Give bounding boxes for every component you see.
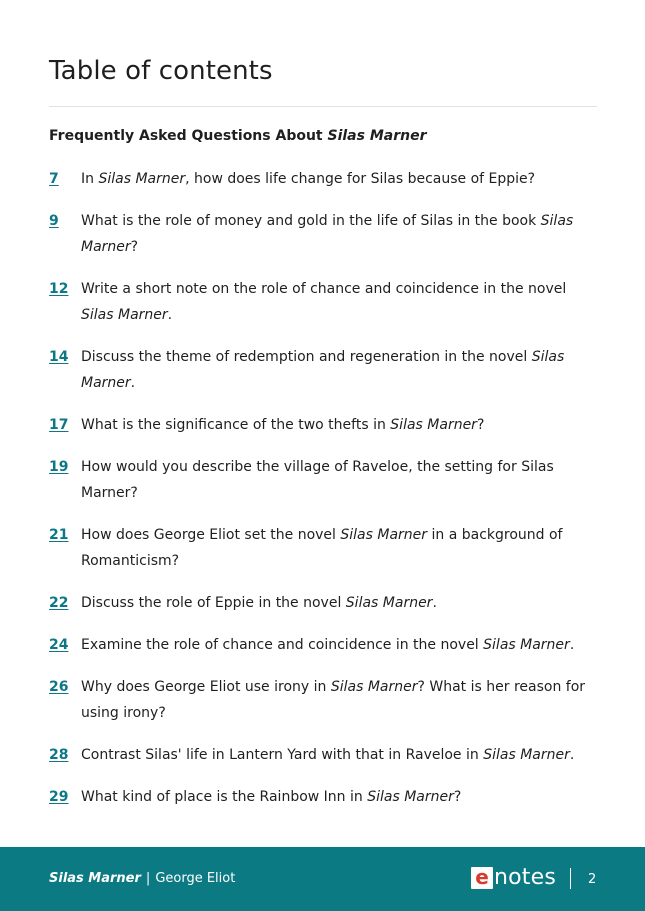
toc-entry-text <box>81 344 597 396</box>
toc-text-part: Silas Marner <box>390 417 477 433</box>
toc-entry <box>49 166 597 192</box>
toc-entry <box>49 674 597 726</box>
section-heading <box>49 128 426 144</box>
toc-text-part: in a background of Romanticism? <box>81 527 563 569</box>
toc-entry <box>49 344 597 396</box>
toc-text-part: Contrast Silas' life in Lantern Yard with that in Raveloe in <box>81 747 484 763</box>
toc-entry <box>49 590 597 616</box>
section-heading-prefix: Frequently Asked Questions About <box>49 128 328 144</box>
toc-entry <box>49 742 597 768</box>
toc-text-part: Write a short note on the role of chance and coincidence in the novel <box>81 281 567 297</box>
toc-page-link[interactable]: 21 <box>49 527 69 543</box>
footer-page-number: 2 <box>588 872 597 887</box>
section-heading-book: Silas Marner <box>327 128 427 144</box>
toc-page-link[interactable]: 7 <box>49 171 59 187</box>
toc-entry-text <box>81 454 597 506</box>
toc-text-part: ? <box>453 789 462 805</box>
toc-text-part: . <box>130 375 136 391</box>
toc-text-part: How does George Eliot set the novel <box>81 527 341 543</box>
toc-entry <box>49 208 597 260</box>
enotes-logo-icon <box>471 866 556 890</box>
toc-entry <box>49 522 597 574</box>
toc-page-link[interactable]: 28 <box>49 747 69 763</box>
toc-page-link[interactable]: 19 <box>49 459 69 475</box>
toc-page-link[interactable]: 22 <box>49 595 69 611</box>
title-divider <box>49 106 597 107</box>
toc-text-part: In <box>81 171 99 187</box>
logo-letter: e <box>471 867 493 889</box>
toc-text-part: How would you describe the village of Raveloe, the setting for Silas Marner? <box>81 459 554 501</box>
toc-entry-text <box>81 208 597 260</box>
page-footer <box>0 847 645 911</box>
toc-text-part: Discuss the theme of redemption and regeneration in the novel <box>81 349 532 365</box>
toc-text-part: ? What is her reason for using irony? <box>81 679 586 721</box>
toc-text-part: Silas Marner <box>367 789 454 805</box>
toc-entry-text <box>81 412 597 438</box>
footer-book-info <box>49 870 235 888</box>
toc-entry-text <box>81 742 597 768</box>
toc-text-part: Silas Marner <box>340 527 428 543</box>
toc-text-part: Silas Marner <box>330 679 418 695</box>
toc-text-part: ? <box>130 239 139 255</box>
toc-entry-text <box>81 590 597 616</box>
toc-text-part: What is the significance of the two thefts in <box>81 417 391 433</box>
page-title: Table of contents <box>49 56 273 86</box>
toc-text-part: Silas Marner <box>345 595 433 611</box>
toc-page-link[interactable]: 26 <box>49 679 69 695</box>
toc-entry <box>49 412 597 438</box>
toc-entry-text <box>81 276 597 328</box>
toc-page-link[interactable]: 24 <box>49 637 69 653</box>
toc-text-part: Silas Marner <box>98 171 186 187</box>
toc-page-link[interactable]: 29 <box>49 789 69 805</box>
toc-page-link[interactable]: 17 <box>49 417 69 433</box>
toc-entry-text <box>81 522 597 574</box>
footer-book-title: Silas Marner <box>49 871 141 886</box>
footer-divider <box>570 868 571 889</box>
footer-author: George Eliot <box>155 871 236 886</box>
toc-text-part: Silas Marner <box>81 307 168 323</box>
toc-text-part: . <box>569 637 575 653</box>
toc-text-part: Why does George Eliot use irony in <box>81 679 331 695</box>
toc-entry <box>49 276 597 328</box>
toc-list <box>49 166 597 826</box>
toc-text-part: Silas Marner <box>483 637 570 653</box>
toc-entry-text <box>81 632 597 658</box>
footer-separator: | <box>145 871 151 886</box>
toc-text-part: . <box>569 747 575 763</box>
toc-entry <box>49 784 597 810</box>
toc-entry <box>49 632 597 658</box>
toc-entry-text <box>81 674 597 726</box>
toc-text-part: , how does life change for Silas because of Eppie? <box>185 171 536 187</box>
toc-entry-text <box>81 166 597 192</box>
toc-text-part: . <box>432 595 437 611</box>
toc-text-part: ? <box>476 417 485 433</box>
toc-entry <box>49 454 597 506</box>
toc-text-part: Examine the role of chance and coincidence in the novel <box>81 637 484 653</box>
toc-text-part: Silas Marner <box>81 213 574 255</box>
toc-page-link[interactable]: 14 <box>49 349 69 365</box>
toc-text-part: What kind of place is the Rainbow Inn in <box>81 789 368 805</box>
logo-wordmark: notes <box>494 865 557 890</box>
toc-page-link[interactable]: 12 <box>49 281 69 297</box>
toc-page-link[interactable]: 9 <box>49 213 59 229</box>
toc-text-part: Discuss the role of Eppie in the novel <box>81 595 346 611</box>
toc-text-part: Silas Marner <box>483 747 570 763</box>
toc-text-part: What is the role of money and gold in the life of Silas in the book <box>81 213 541 229</box>
toc-entry-text <box>81 784 597 810</box>
toc-text-part: Silas Marner <box>81 349 565 391</box>
toc-text-part: . <box>167 307 173 323</box>
